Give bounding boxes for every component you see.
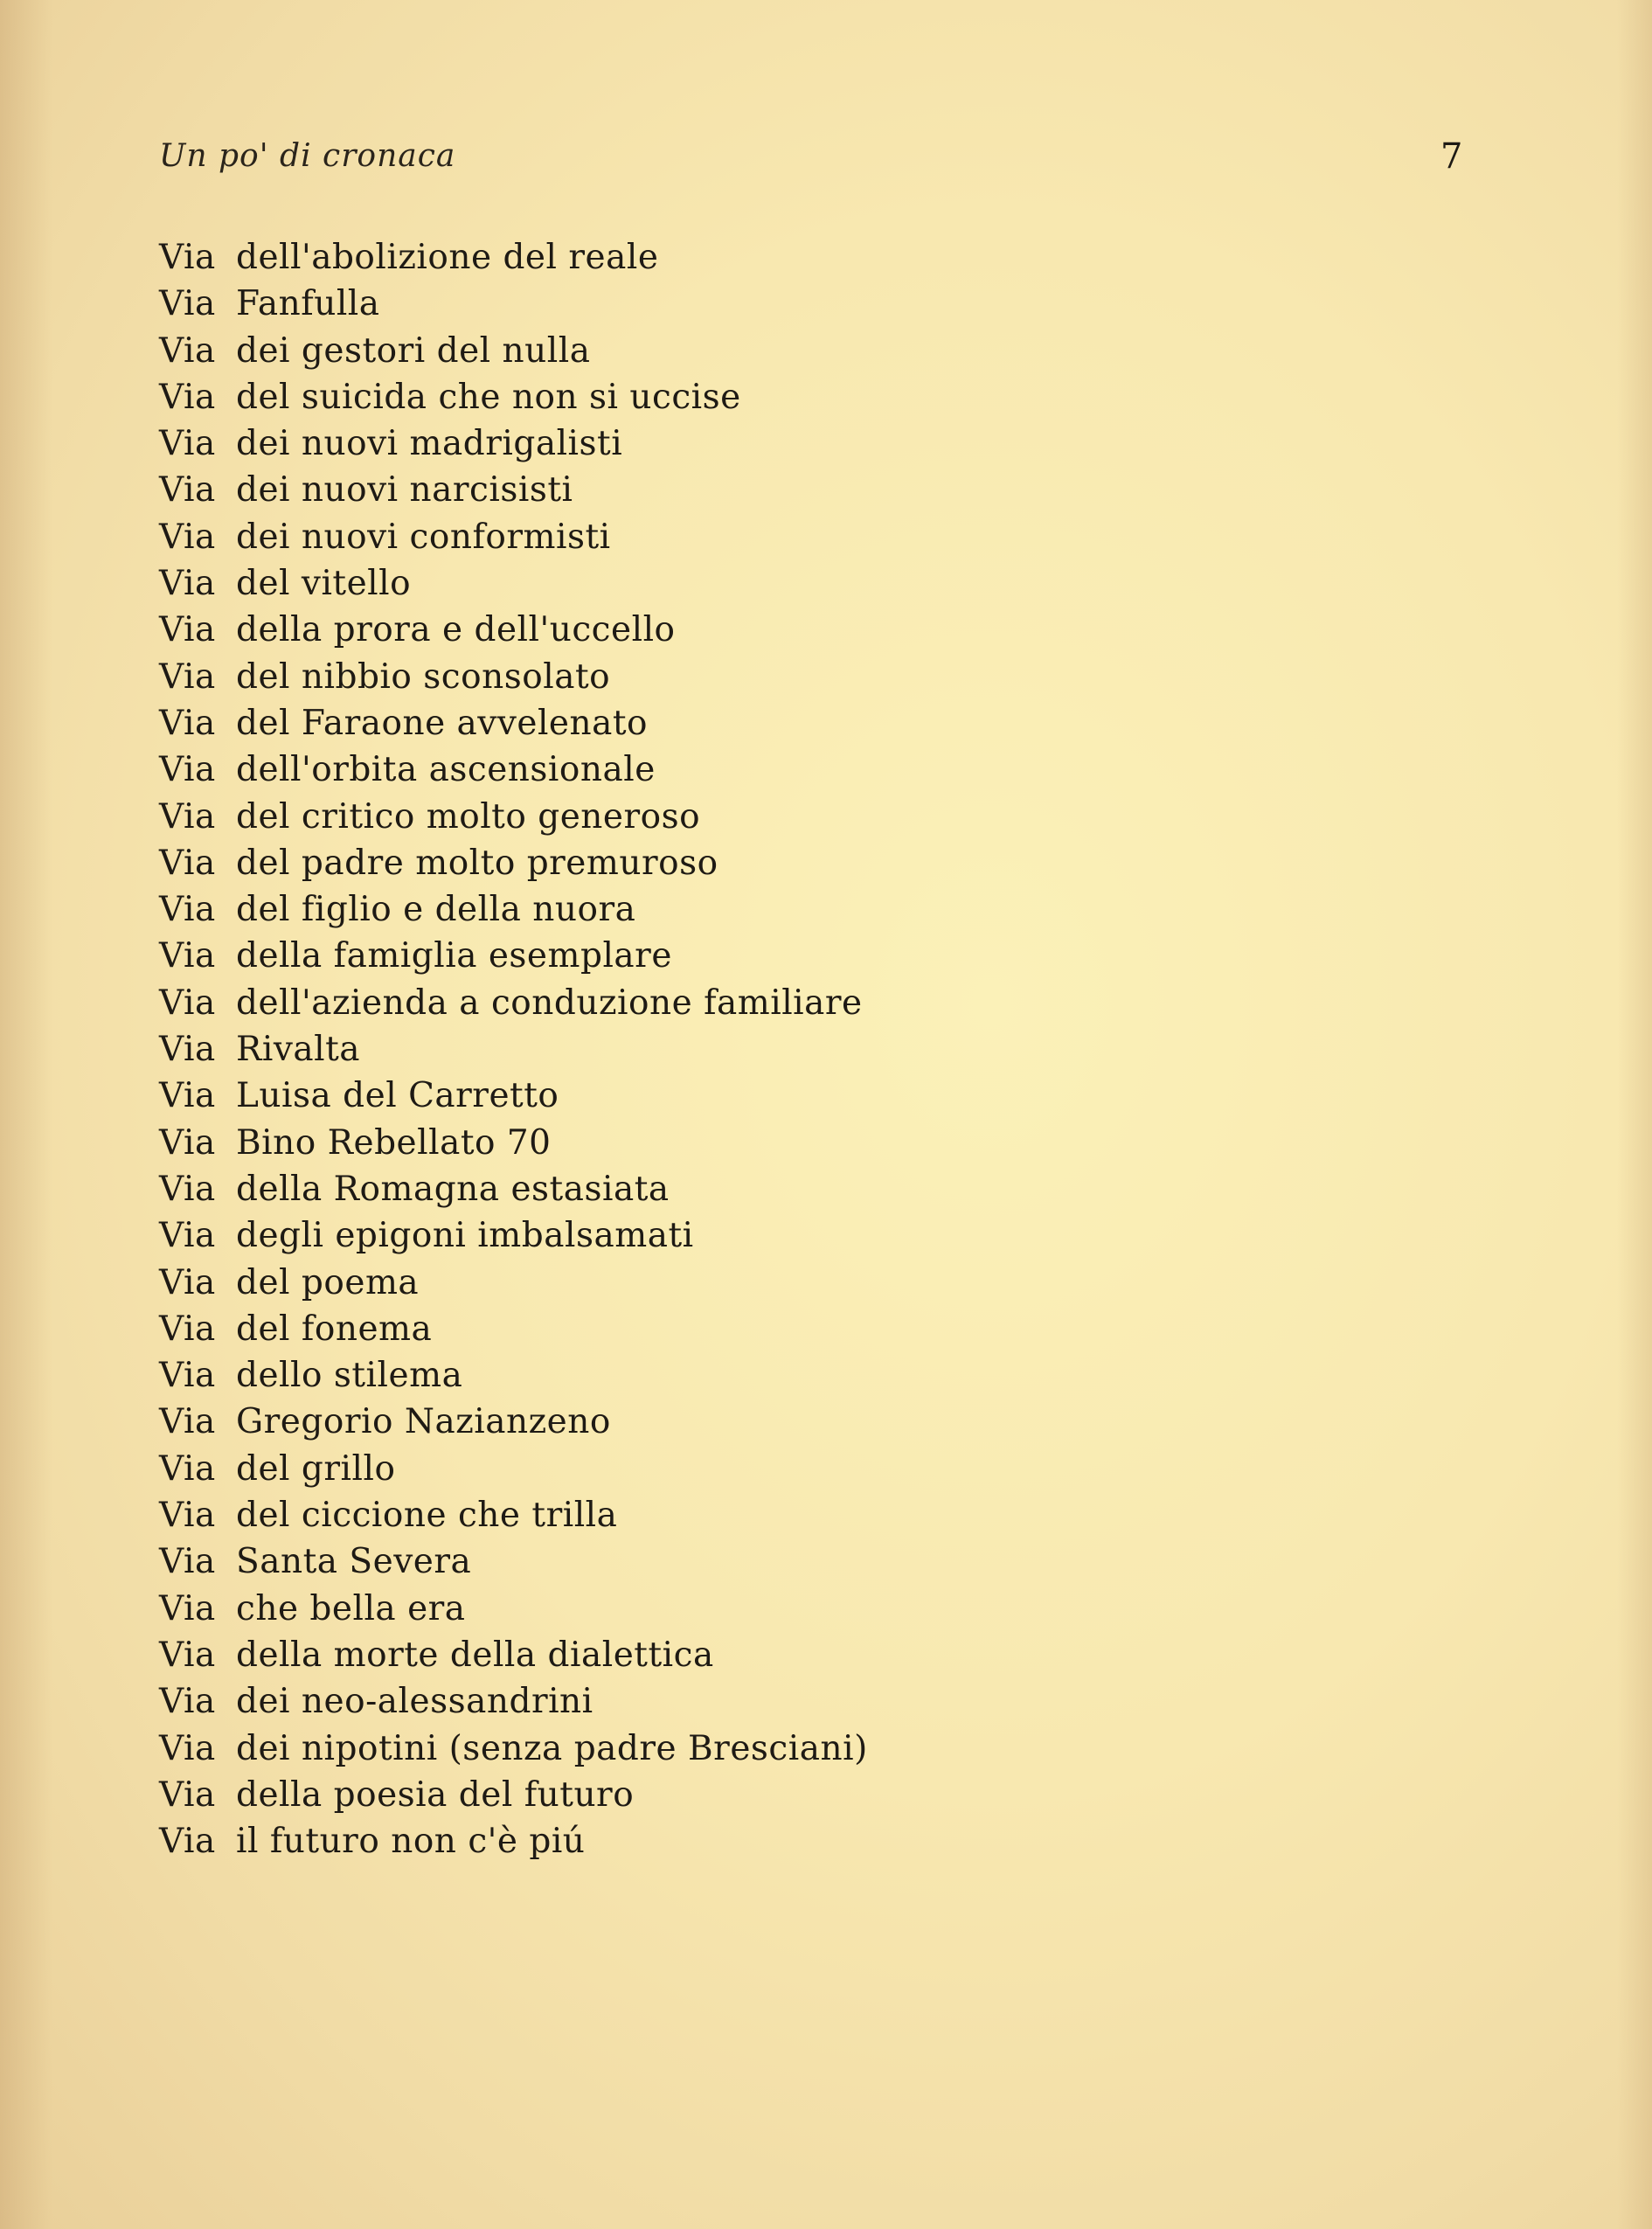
poem-line xyxy=(159,1306,868,1352)
running-title: Un po' di cronaca xyxy=(159,138,456,174)
poem-line xyxy=(159,467,868,513)
poem-line xyxy=(159,1446,868,1492)
line-prefix: Via xyxy=(159,1262,216,1302)
poem-line xyxy=(159,328,868,374)
line-prefix: Via xyxy=(159,424,216,464)
poem-line xyxy=(159,1352,868,1399)
line-prefix: Via xyxy=(159,1216,216,1256)
poem-line xyxy=(159,234,868,281)
poem-line xyxy=(159,1538,868,1585)
line-text: dei gestori del nulla xyxy=(236,330,591,371)
line-text: del suicida che non si uccise xyxy=(236,377,741,417)
line-text: degli epigoni imbalsamati xyxy=(236,1216,694,1256)
line-text: dello stilema xyxy=(236,1356,463,1396)
poem-line xyxy=(159,1818,868,1864)
line-prefix: Via xyxy=(159,796,216,837)
page-number: 7 xyxy=(1440,136,1463,177)
line-text: del padre molto premuroso xyxy=(236,843,718,883)
line-text: che bella era xyxy=(236,1588,466,1628)
line-text: del critico molto generoso xyxy=(236,796,701,837)
line-prefix: Via xyxy=(159,564,216,604)
poem-line xyxy=(159,933,868,979)
line-prefix: Via xyxy=(159,1588,216,1628)
line-text: del ciccione che trilla xyxy=(236,1496,618,1536)
line-prefix: Via xyxy=(159,1448,216,1489)
poem-line xyxy=(159,1212,868,1259)
line-text: del figlio e della nuora xyxy=(236,890,636,930)
line-prefix: Via xyxy=(159,517,216,557)
line-prefix: Via xyxy=(159,1402,216,1442)
line-text: dell'abolizione del reale xyxy=(236,238,659,277)
poem-line xyxy=(159,1586,868,1632)
line-prefix: Via xyxy=(159,1076,216,1116)
line-prefix: Via xyxy=(159,656,216,697)
poem-line xyxy=(159,1073,868,1119)
line-text: del poema xyxy=(236,1262,420,1302)
line-prefix: Via xyxy=(159,470,216,510)
poem-line xyxy=(159,374,868,420)
poem-line xyxy=(159,794,868,840)
line-text: del Faraone avvelenato xyxy=(236,703,649,743)
poem-lines xyxy=(159,234,868,1864)
line-text: del vitello xyxy=(236,564,412,604)
line-text: Rivalta xyxy=(236,1030,361,1070)
poem-line xyxy=(159,1632,868,1678)
line-text: dei neo-alessandrini xyxy=(236,1682,593,1722)
line-prefix: Via xyxy=(159,1774,216,1815)
line-prefix: Via xyxy=(159,1122,216,1163)
line-prefix: Via xyxy=(159,936,216,976)
line-prefix: Via xyxy=(159,703,216,743)
line-prefix: Via xyxy=(159,890,216,930)
poem-line xyxy=(159,420,868,467)
line-prefix: Via xyxy=(159,1542,216,1582)
poem-line xyxy=(159,1492,868,1538)
line-prefix: Via xyxy=(159,1635,216,1675)
line-text: il futuro non c'è piú xyxy=(236,1822,586,1862)
line-text: della morte della dialettica xyxy=(236,1635,714,1675)
line-text: Fanfulla xyxy=(236,284,380,324)
line-text: dei nipotini (senza padre Bresciani) xyxy=(236,1728,868,1768)
line-text: del fonema xyxy=(236,1309,433,1349)
poem-line xyxy=(159,1772,868,1818)
poem-line xyxy=(159,514,868,560)
line-text: del grillo xyxy=(236,1448,396,1489)
poem-line xyxy=(159,980,868,1026)
line-text: della prora e dell'uccello xyxy=(236,610,676,650)
line-prefix: Via xyxy=(159,1496,216,1536)
poem-line xyxy=(159,1399,868,1445)
poem-line xyxy=(159,560,868,607)
poem-line xyxy=(159,1026,868,1073)
poem-line xyxy=(159,700,868,746)
line-text: della poesia del futuro xyxy=(236,1774,635,1815)
line-prefix: Via xyxy=(159,983,216,1023)
poem-line xyxy=(159,1120,868,1166)
poem-line xyxy=(159,746,868,793)
line-text: della famiglia esemplare xyxy=(236,936,672,976)
line-prefix: Via xyxy=(159,1728,216,1768)
line-prefix: Via xyxy=(159,284,216,324)
line-prefix: Via xyxy=(159,330,216,371)
poem-line xyxy=(159,1726,868,1772)
line-prefix: Via xyxy=(159,377,216,417)
line-text: Gregorio Nazianzeno xyxy=(236,1402,611,1442)
line-text: dell'orbita ascensionale xyxy=(236,750,656,790)
poem-line xyxy=(159,607,868,653)
line-prefix: Via xyxy=(159,1356,216,1396)
poem-line xyxy=(159,1260,868,1306)
line-prefix: Via xyxy=(159,238,216,277)
line-prefix: Via xyxy=(159,843,216,883)
poem-line xyxy=(159,281,868,327)
line-prefix: Via xyxy=(159,1169,216,1209)
line-text: dei nuovi conformisti xyxy=(236,517,611,557)
line-text: Luisa del Carretto xyxy=(236,1076,559,1116)
line-prefix: Via xyxy=(159,750,216,790)
poem-line xyxy=(159,1678,868,1725)
line-text: dei nuovi narcisisti xyxy=(236,470,573,510)
line-text: della Romagna estasiata xyxy=(236,1169,670,1209)
page-shading-right xyxy=(1617,0,1652,2229)
line-text: Santa Severa xyxy=(236,1542,472,1582)
line-prefix: Via xyxy=(159,1309,216,1349)
line-prefix: Via xyxy=(159,610,216,650)
poem-line xyxy=(159,654,868,700)
line-prefix: Via xyxy=(159,1030,216,1070)
page-shading-left xyxy=(0,0,52,2229)
line-prefix: Via xyxy=(159,1822,216,1862)
poem-line xyxy=(159,840,868,886)
line-text: dei nuovi madrigalisti xyxy=(236,424,623,464)
line-text: dell'azienda a conduzione familiare xyxy=(236,983,863,1023)
poem-line xyxy=(159,1166,868,1212)
line-text: del nibbio sconsolato xyxy=(236,656,611,697)
line-prefix: Via xyxy=(159,1682,216,1722)
poem-line xyxy=(159,886,868,933)
line-text: Bino Rebellato 70 xyxy=(236,1122,552,1163)
